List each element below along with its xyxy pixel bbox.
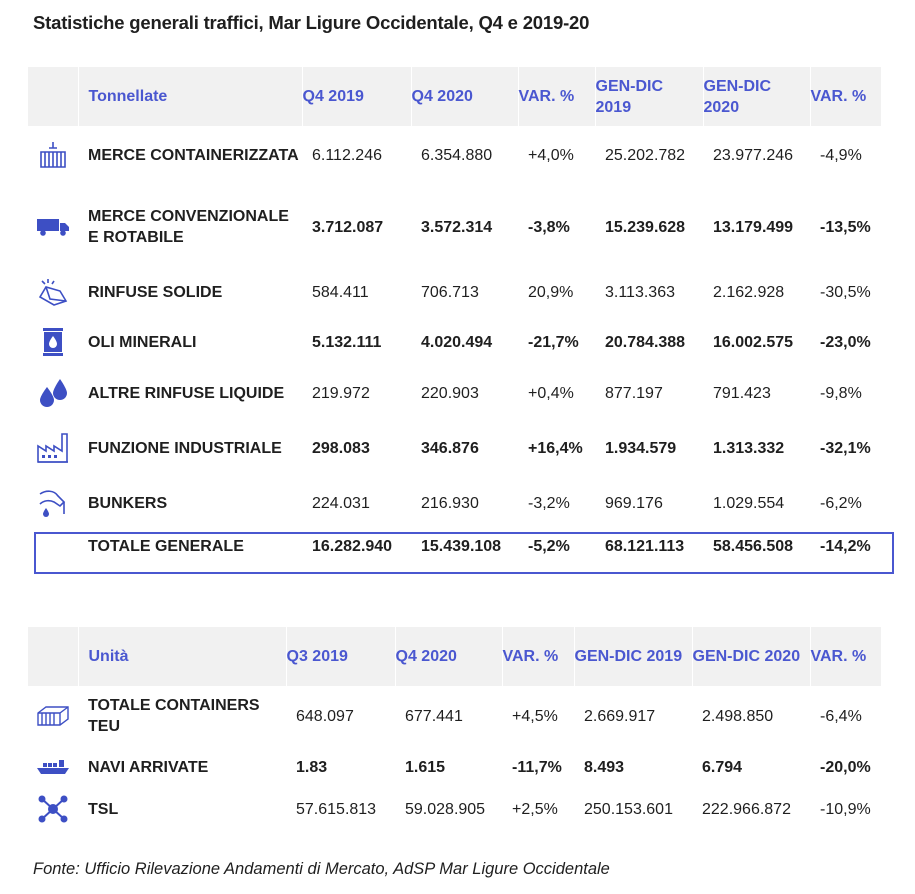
header-cell: Q3 2019: [286, 627, 395, 686]
row-name: TSL: [88, 800, 119, 818]
cell: 20,9%: [528, 283, 574, 301]
table-row: [28, 184, 881, 270]
cell: -9,8%: [820, 384, 862, 402]
cell: 250.153.601: [584, 800, 673, 818]
header-cell: GEN-DIC 2020: [703, 67, 810, 126]
cell: 20.784.388: [605, 333, 686, 351]
cell: 13.179.499: [713, 218, 794, 236]
cell: +0,4%: [528, 384, 574, 402]
cell: 3.113.363: [605, 283, 675, 301]
cell: 4.020.494: [421, 333, 493, 351]
row-name: RINFUSE SOLIDE: [88, 283, 223, 301]
row-name: MERCE CONVENZIONALE E ROTABILE: [88, 208, 289, 246]
total-highlight-box: [34, 532, 894, 574]
fuel-nozzle-icon: [28, 480, 78, 526]
cell: 6.354.880: [421, 146, 493, 164]
network-icon: [28, 788, 78, 830]
cell: 3.712.087: [312, 218, 384, 236]
cell: -30,5%: [820, 283, 871, 301]
cell: -13,5%: [820, 218, 871, 236]
row-name: MERCE CONTAINERIZZATA: [88, 146, 299, 164]
cell: 877.197: [605, 384, 663, 402]
tonnage-table: [28, 67, 882, 566]
cell: 222.966.872: [702, 800, 791, 818]
cell: 15.439.108: [421, 537, 502, 555]
cell: 346.876: [421, 439, 479, 457]
cell: -20,0%: [820, 758, 871, 776]
header-cell: GEN-DIC 2019: [595, 67, 703, 126]
cell: 3.572.314: [421, 218, 493, 236]
cell: 68.121.113: [605, 537, 685, 555]
table-row: [28, 126, 881, 184]
table-header: [28, 67, 881, 126]
units-table: [28, 627, 882, 830]
cell: 16.002.575: [713, 333, 794, 351]
header-cell: GEN-DIC 2020: [692, 627, 810, 686]
container-icon: [28, 126, 78, 184]
header-cell: VAR. %: [810, 627, 881, 686]
cell: -10,9%: [820, 800, 871, 818]
cell: 1.83: [296, 758, 328, 776]
cell: 216.930: [421, 494, 479, 512]
cell: 23.977.246: [713, 146, 794, 164]
cell: -32,1%: [820, 439, 871, 457]
table-row: [28, 788, 881, 830]
cell: +16,4%: [528, 439, 583, 457]
cell: 220.903: [421, 384, 479, 402]
cell: 706.713: [421, 283, 479, 301]
table-row: [28, 480, 881, 526]
cell: 6.794: [702, 758, 743, 776]
container-teu-icon: [28, 686, 78, 746]
header-cell: VAR. %: [502, 627, 574, 686]
cell: 8.493: [584, 758, 625, 776]
cell: 2.669.917: [584, 707, 656, 725]
row-name: BUNKERS: [88, 494, 168, 512]
cell: +4,0%: [528, 146, 574, 164]
cell: -3,8%: [528, 218, 570, 236]
cell: 59.028.905: [405, 800, 486, 818]
header-cell: GEN-DIC 2019: [574, 627, 692, 686]
table-row: [28, 370, 881, 416]
cell: -6,4%: [820, 707, 862, 725]
header-cell: Q4 2020: [411, 67, 518, 126]
factory-icon: [28, 416, 78, 480]
cell: -14,2%: [820, 537, 871, 555]
header-cell: Q4 2019: [302, 67, 411, 126]
row-name: OLI MINERALI: [88, 333, 197, 351]
cell: -11,7%: [512, 758, 562, 776]
cell: 648.097: [296, 707, 354, 725]
ship-icon: [28, 746, 78, 788]
cell: 57.615.813: [296, 800, 377, 818]
header-label: Tonnellate: [78, 67, 302, 126]
cell: 219.972: [312, 384, 370, 402]
header-cell: VAR. %: [810, 67, 881, 126]
row-name: FUNZIONE INDUSTRIALE: [88, 439, 282, 457]
cell: 15.239.628: [605, 218, 686, 236]
cell: 791.423: [713, 384, 771, 402]
cell: 1.615: [405, 758, 446, 776]
cell: 677.441: [405, 707, 463, 725]
table-row: [28, 416, 881, 480]
liquid-drops-icon: [28, 370, 78, 416]
table-row: [28, 746, 881, 788]
cell: 1.029.554: [713, 494, 785, 512]
cell: +4,5%: [512, 707, 558, 725]
cell: 584.411: [312, 283, 369, 301]
cell: 1.313.332: [713, 439, 785, 457]
source-note: Fonte: Ufficio Rilevazione Andamenti di Mercato, AdSP Mar Ligure Occidentale: [33, 860, 610, 878]
cell: -3,2%: [528, 494, 570, 512]
row-name: NAVI ARRIVATE: [88, 758, 209, 776]
header-icon-cell: [28, 67, 78, 126]
header-icon-cell: [28, 627, 78, 686]
cell: 16.282.940: [312, 537, 393, 555]
cell: 224.031: [312, 494, 370, 512]
cell: -21,7%: [528, 333, 579, 351]
cell: -6,2%: [820, 494, 862, 512]
cell: 5.132.111: [312, 333, 382, 351]
oil-barrel-icon: [28, 314, 78, 370]
header-label: Unità: [78, 627, 286, 686]
header-cell: Q4 2020: [395, 627, 502, 686]
cell: 2.162.928: [713, 283, 785, 301]
row-name: TOTALE CONTAINERS TEU: [88, 697, 260, 735]
table-row: [28, 314, 881, 370]
cell: +2,5%: [512, 800, 558, 818]
page-title: Statistiche generali traffici, Mar Ligure Occidentale, Q4 e 2019-20: [33, 12, 590, 33]
cell: -4,9%: [820, 146, 862, 164]
cell: 6.112.246: [312, 146, 382, 164]
cell: 969.176: [605, 494, 663, 512]
header-cell: VAR. %: [518, 67, 595, 126]
table-row: [28, 686, 881, 746]
cell: 25.202.782: [605, 146, 686, 164]
total-label: TOTALE GENERALE: [88, 537, 244, 555]
table-row: [28, 270, 881, 314]
solid-bulk-icon: [28, 270, 78, 314]
table-header: [28, 627, 881, 686]
truck-icon: [28, 184, 78, 270]
cell: -23,0%: [820, 333, 871, 351]
cell: 2.498.850: [702, 707, 774, 725]
cell: 298.083: [312, 439, 370, 457]
cell: 58.456.508: [713, 537, 794, 555]
cell: 1.934.579: [605, 439, 677, 457]
row-name: ALTRE RINFUSE LIQUIDE: [88, 384, 285, 402]
cell: -5,2%: [528, 537, 570, 555]
